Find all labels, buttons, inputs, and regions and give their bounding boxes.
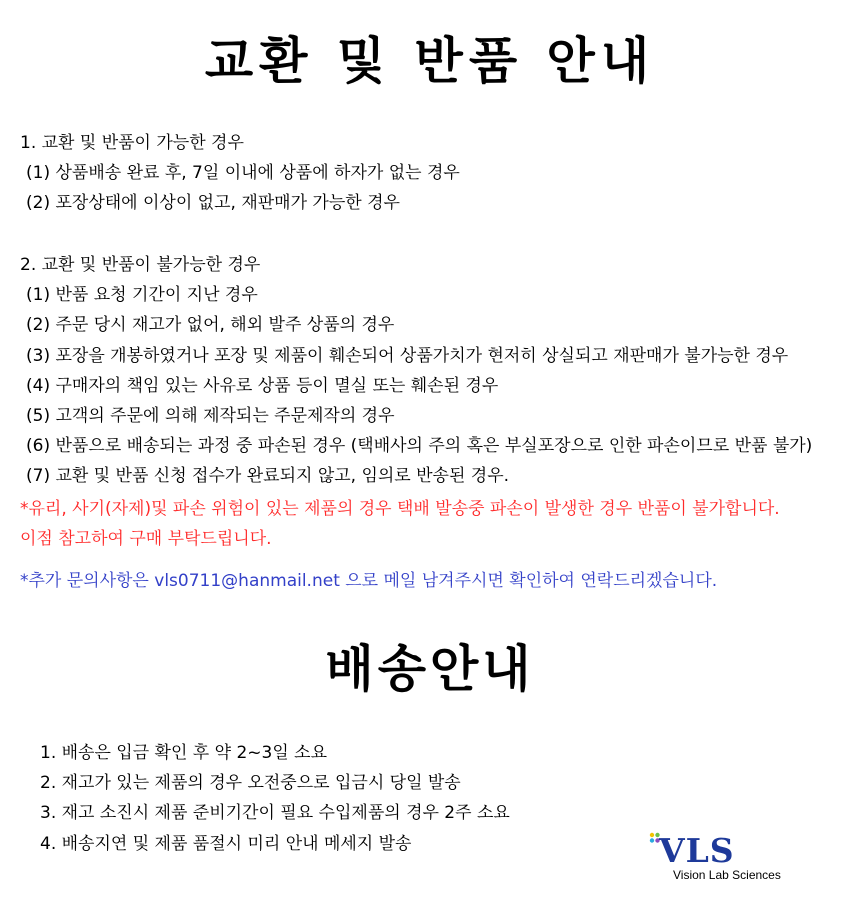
possible-section xyxy=(20,128,460,219)
warning-line: *유리, 사기(자제)및 파손 위험이 있는 제품의 경우 택배 발송중 파손이 발생한 경우 반품이 불가합니다. xyxy=(20,499,780,519)
shipping-title: 배송안내 xyxy=(325,640,535,698)
impossible-section xyxy=(20,250,812,492)
shipping-item: 2. 재고가 있는 제품의 경우 오전중으로 입금시 당일 발송 xyxy=(40,773,461,794)
possible-item: (2) 포장상태에 이상이 없고, 재판매가 가능한 경우 xyxy=(26,193,400,214)
exchange-title: 교환 및 반품 안내 xyxy=(204,32,656,90)
warning-line: 이점 참고하여 구매 부탁드립니다. xyxy=(20,529,272,549)
impossible-item: (2) 주문 당시 재고가 없어, 해외 발주 상품의 경우 xyxy=(26,315,395,336)
warning-notice xyxy=(20,494,780,554)
impossible-item: (5) 고객의 주문에 의해 제작되는 주문제작의 경우 xyxy=(26,405,395,426)
impossible-item: (4) 구매자의 책임 있는 사유로 상품 등이 멸실 또는 훼손된 경우 xyxy=(26,375,499,396)
impossible-item: (6) 반품으로 배송되는 과정 중 파손된 경우 (택배사의 주의 혹은 부실포장으로 인한 파손이므로 반품 불가) xyxy=(26,436,813,457)
logo-name: VLS xyxy=(659,831,735,870)
vls-logo xyxy=(645,830,825,886)
impossible-item: (3) 포장을 개봉하였거나 포장 및 제품이 훼손되어 상품가치가 현저히 상실되고 재판매가 불가능한 경우 xyxy=(26,345,789,366)
possible-item: (1) 상품배송 완료 후, 7일 이내에 상품에 하자가 없는 경우 xyxy=(26,163,460,184)
shipping-item: 3. 재고 소진시 제품 준비기간이 필요 수입제품의 경우 2주 소요 xyxy=(40,803,510,824)
shipping-item: 4. 배송지연 및 제품 품절시 미리 안내 메세지 발송 xyxy=(40,833,412,854)
possible-heading: 1. 교환 및 반품이 가능한 경우 xyxy=(20,133,244,153)
impossible-item: (1) 반품 요청 기간이 지난 경우 xyxy=(26,285,258,306)
shipping-list xyxy=(40,738,510,859)
logo-tagline: Vision Lab Sciences xyxy=(673,868,781,882)
contact-notice: *추가 문의사항은 vls0711@hanmail.net 으로 메일 남겨주시면 확인하여 연락드리겠습니다. xyxy=(20,571,718,591)
shipping-item: 1. 배송은 입금 확인 후 약 2~3일 소요 xyxy=(40,743,327,763)
impossible-heading: 2. 교환 및 반품이 불가능한 경우 xyxy=(20,255,261,275)
impossible-item: (7) 교환 및 반품 신청 접수가 완료되지 않고, 임의로 반송된 경우. xyxy=(26,466,510,487)
